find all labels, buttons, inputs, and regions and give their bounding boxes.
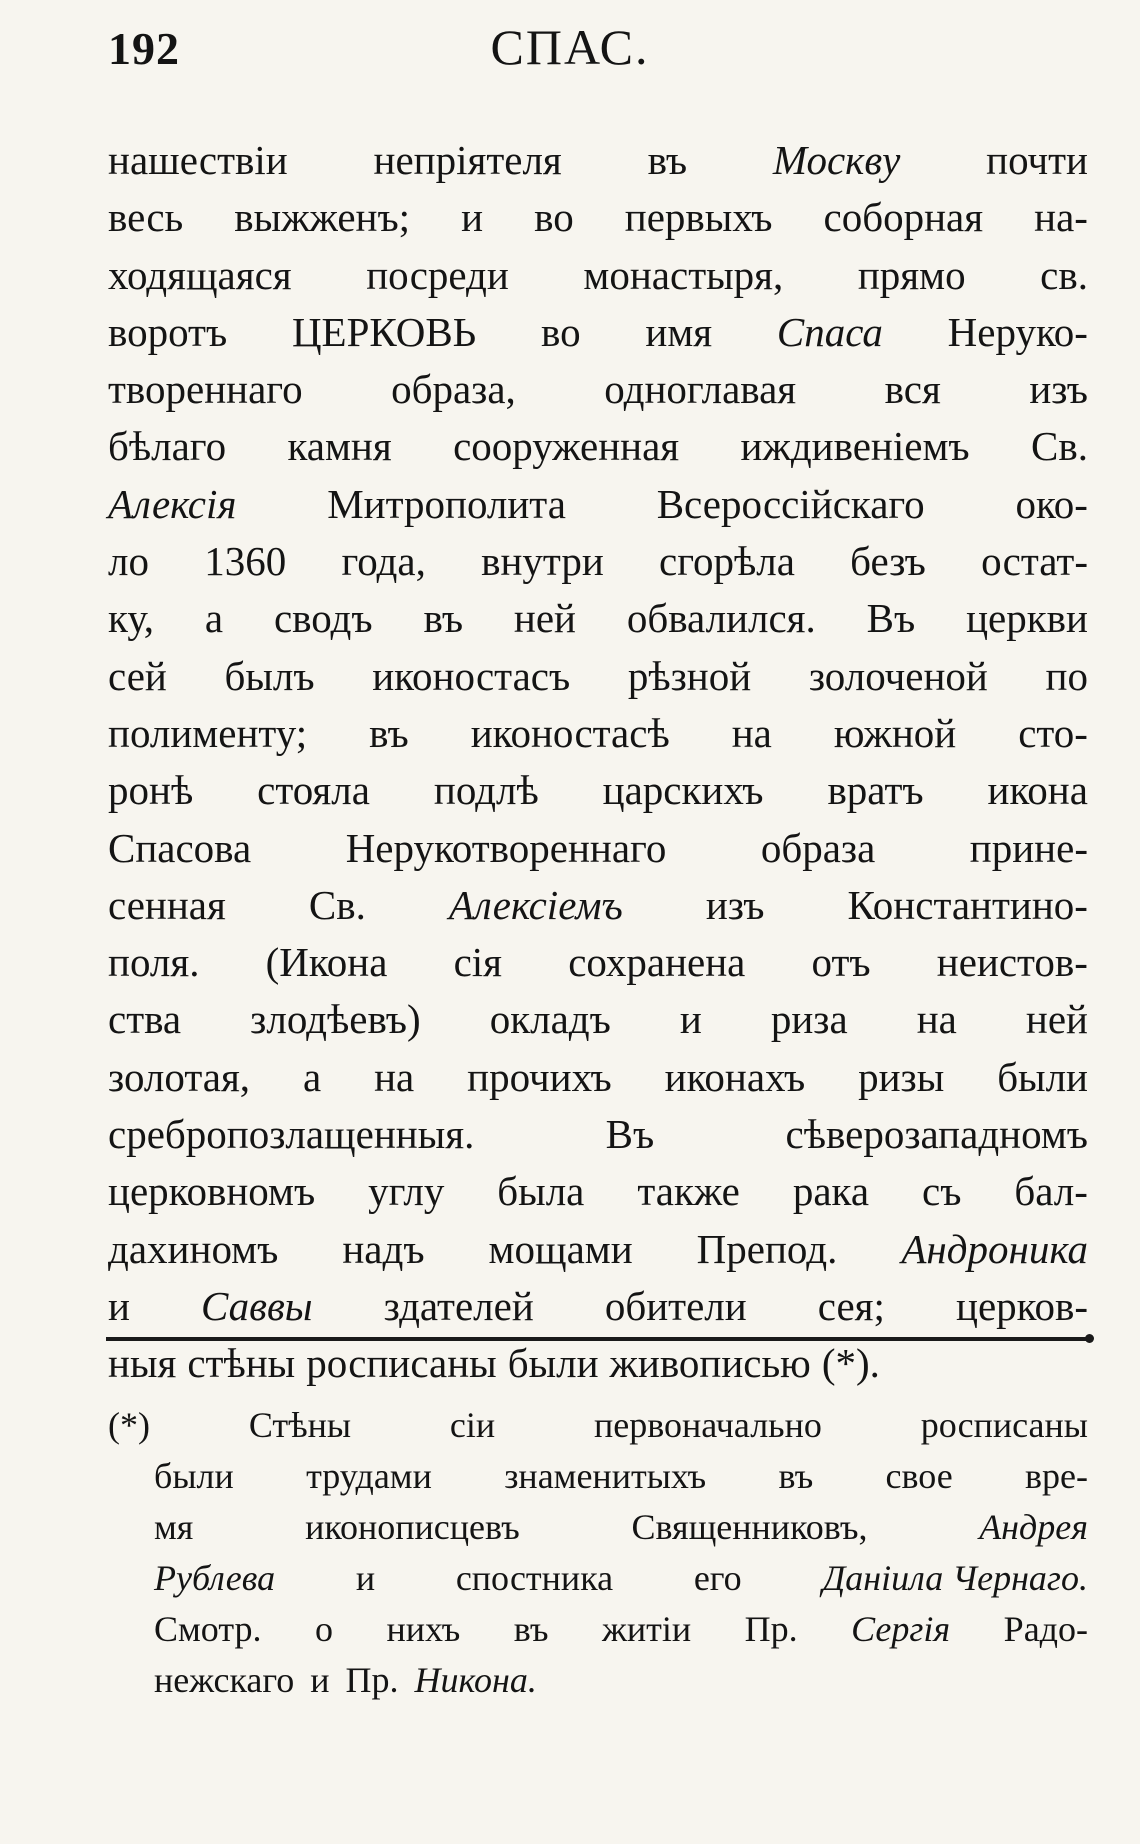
word: а (302, 1053, 322, 1100)
word: церковномъ (108, 1168, 316, 1215)
word: нежскаго (154, 1660, 295, 1700)
word: монастыря, (583, 251, 784, 298)
word: безъ (850, 538, 926, 585)
body-line (108, 648, 1088, 705)
word: Алексіемъ (448, 881, 623, 928)
body-line (108, 820, 1088, 877)
word: Нерукотвореннаго (345, 824, 667, 871)
word: и (679, 996, 702, 1043)
word: вре- (1025, 1456, 1088, 1496)
word: была (497, 1168, 585, 1215)
word: ней (1025, 996, 1088, 1043)
word: углу (368, 1168, 445, 1215)
word: Всероссійскаго (656, 480, 925, 527)
body-line (108, 476, 1088, 533)
footnote-line (108, 1553, 1088, 1604)
word: отъ (811, 939, 871, 986)
word: на (916, 996, 957, 1043)
word: были (154, 1456, 234, 1496)
word: остат- (981, 538, 1088, 585)
word: Москву (772, 137, 901, 183)
word: а (204, 595, 224, 642)
word: око- (1015, 480, 1088, 527)
word: иконахъ (664, 1053, 806, 1100)
body-line (108, 934, 1088, 991)
body-line (108, 1163, 1088, 1220)
word: Св. (308, 881, 366, 928)
word: изъ (1029, 366, 1088, 413)
word: сея; (817, 1282, 885, 1329)
word: Пр. (744, 1609, 798, 1649)
word: Препод. (696, 1225, 838, 1272)
body-line (108, 991, 1088, 1048)
word: сгорѣла (659, 538, 795, 585)
footnote-line (108, 1655, 1088, 1706)
word: имя (645, 308, 713, 355)
word: иконостасъ (372, 652, 571, 699)
body-line (108, 1335, 1088, 1392)
word: сія (453, 939, 503, 986)
word: соборная (823, 194, 984, 241)
word: камня (287, 423, 392, 470)
word: почти (986, 137, 1088, 183)
word: выжженъ; (234, 194, 411, 241)
word: сѣверозападномъ (785, 1111, 1088, 1158)
page-number: 192 (108, 23, 180, 74)
word: образа, (391, 366, 516, 413)
word: сто- (1018, 709, 1088, 756)
running-head: СПАС. (490, 19, 650, 75)
word: полименту; (108, 709, 308, 756)
word: въ (369, 709, 409, 756)
word: и (108, 1282, 130, 1329)
word: церкви (966, 595, 1088, 642)
word: окладъ (489, 996, 611, 1043)
footnote-line (108, 1400, 1088, 1451)
word: были (997, 1053, 1088, 1100)
word: въ (513, 1609, 549, 1649)
word: былъ (224, 652, 315, 699)
body-line (108, 590, 1088, 647)
body-line (108, 189, 1088, 246)
word: рака (792, 1168, 870, 1215)
word: 1360 (204, 538, 287, 585)
word: Спаса (776, 308, 883, 355)
word: на (374, 1053, 415, 1100)
footnote-separator-rule (106, 1337, 1090, 1341)
word: ку, (108, 595, 154, 642)
word: обители (604, 1282, 747, 1329)
word: Митрополита (327, 480, 566, 527)
word: иконописцевъ (305, 1507, 520, 1547)
word: Рублева (154, 1558, 276, 1598)
body-line (108, 533, 1088, 590)
word: сей (108, 652, 167, 699)
word: (*). (821, 1340, 880, 1387)
word: Андроника (901, 1225, 1088, 1272)
word: бал- (1014, 1168, 1088, 1215)
word: изъ (705, 881, 765, 928)
word: на (731, 709, 772, 756)
word: Въ (605, 1111, 655, 1158)
body-line (108, 418, 1088, 475)
word: Неруко- (947, 308, 1088, 355)
word: во (541, 308, 581, 355)
word: царскихъ (602, 767, 764, 814)
word: золотая, (108, 1053, 251, 1100)
word: и (355, 1558, 376, 1598)
word: о (315, 1609, 333, 1649)
word: во (534, 194, 574, 241)
word: ронѣ (108, 767, 194, 814)
word: на- (1034, 194, 1088, 241)
word: посреди (366, 251, 509, 298)
word: прочихъ (467, 1053, 612, 1100)
word: риза (770, 996, 848, 1043)
word: Св. (1031, 423, 1088, 470)
word: ходящаяся (108, 251, 292, 298)
word: ныя (108, 1340, 177, 1387)
word: Алексія (108, 480, 237, 527)
word: твореннаго (108, 366, 303, 413)
word: прямо (857, 251, 966, 298)
word: ЦЕРКОВЬ (291, 308, 477, 355)
body-line (108, 1106, 1088, 1163)
body-line (108, 247, 1088, 304)
word: вся (884, 366, 941, 413)
word: Въ (866, 595, 916, 642)
word: первыхъ (624, 194, 773, 241)
word: мя (154, 1507, 194, 1547)
word: ства (108, 996, 182, 1043)
word: по (1045, 652, 1088, 699)
body-line (108, 132, 1088, 189)
word: сооруженная (453, 423, 680, 470)
word: южной (833, 709, 957, 756)
word: сенная (108, 881, 226, 928)
word: въ (423, 595, 464, 642)
body-line (108, 762, 1088, 819)
word: одноглавая (604, 366, 797, 413)
word: Смотр. (154, 1609, 262, 1649)
word: сохранена (568, 939, 746, 986)
word: и (461, 194, 484, 241)
word: росписаны (920, 1405, 1088, 1445)
word: подлѣ (433, 767, 539, 814)
word: (Икона (265, 939, 388, 986)
word: спостника (455, 1558, 614, 1598)
word: иждивеніемъ (740, 423, 970, 470)
word: житіи (602, 1609, 692, 1649)
word: въ (778, 1456, 814, 1496)
body-line (108, 877, 1088, 934)
word: сіи (449, 1405, 496, 1445)
word: бѣлаго (108, 423, 227, 470)
word: сребропозлащенныя. (108, 1111, 475, 1158)
word: внутри (481, 538, 604, 585)
footnote-line (108, 1451, 1088, 1502)
word: рѣзной (627, 652, 752, 699)
word: мощами (488, 1225, 633, 1272)
word: нихъ (386, 1609, 461, 1649)
word: ло (108, 538, 149, 585)
word: Саввы (201, 1282, 313, 1329)
word: надъ (342, 1225, 425, 1272)
body-line (108, 361, 1088, 418)
body-line (108, 1278, 1088, 1335)
word: Радо- (1003, 1609, 1088, 1649)
word: дахиномъ (108, 1225, 279, 1272)
word: и (310, 1660, 330, 1700)
footnote (108, 1400, 1088, 1706)
word: церков- (956, 1282, 1088, 1329)
word: въ (647, 137, 688, 183)
word: прине- (969, 824, 1088, 871)
word: обвалился. (626, 595, 816, 642)
word: Даніила Чернаго. (822, 1558, 1088, 1598)
body-line (108, 705, 1088, 762)
word: Стѣны (248, 1405, 352, 1445)
word: воротъ (108, 308, 228, 355)
word: Андрея (979, 1507, 1088, 1547)
main-text (108, 132, 1088, 1393)
body-line (108, 1049, 1088, 1106)
body-line (108, 1221, 1088, 1278)
word: свое (885, 1456, 953, 1496)
word: были (507, 1340, 599, 1387)
word: стояла (257, 767, 370, 814)
word: также (637, 1168, 740, 1215)
word: трудами (306, 1456, 432, 1496)
word: знаменитыхъ (504, 1456, 707, 1496)
word: св. (1040, 251, 1088, 298)
word: росписаны (306, 1340, 497, 1387)
word: весь (108, 194, 184, 241)
word: Сергія (851, 1609, 951, 1649)
word: здателей (383, 1282, 534, 1329)
word: иконостасѣ (470, 709, 670, 756)
word: сводъ (273, 595, 373, 642)
word: икона (987, 767, 1088, 814)
body-line (108, 304, 1088, 361)
word: золоченой (808, 652, 988, 699)
word: живописью (609, 1340, 811, 1387)
word: Священниковъ, (631, 1507, 868, 1547)
word: съ (922, 1168, 962, 1215)
word: поля. (108, 939, 200, 986)
word: Константино- (847, 881, 1088, 928)
word: первоначально (594, 1405, 822, 1445)
word: стѣны (187, 1340, 296, 1387)
word: Спасова (108, 824, 252, 871)
footnote-line (108, 1604, 1088, 1655)
word: ризы (858, 1053, 945, 1100)
word: года, (341, 538, 426, 585)
word: (*) (108, 1405, 150, 1445)
word: вратъ (827, 767, 924, 814)
word: неистов- (936, 939, 1088, 986)
word: Никона. (414, 1660, 537, 1700)
word: злодѣевъ) (250, 996, 421, 1043)
word: непріятеля (373, 137, 562, 183)
word: ней (513, 595, 576, 642)
word: нашествіи (108, 137, 288, 183)
footnote-line (108, 1502, 1088, 1553)
word: образа (760, 824, 876, 871)
word: его (693, 1558, 742, 1598)
word: Пр. (345, 1660, 399, 1700)
